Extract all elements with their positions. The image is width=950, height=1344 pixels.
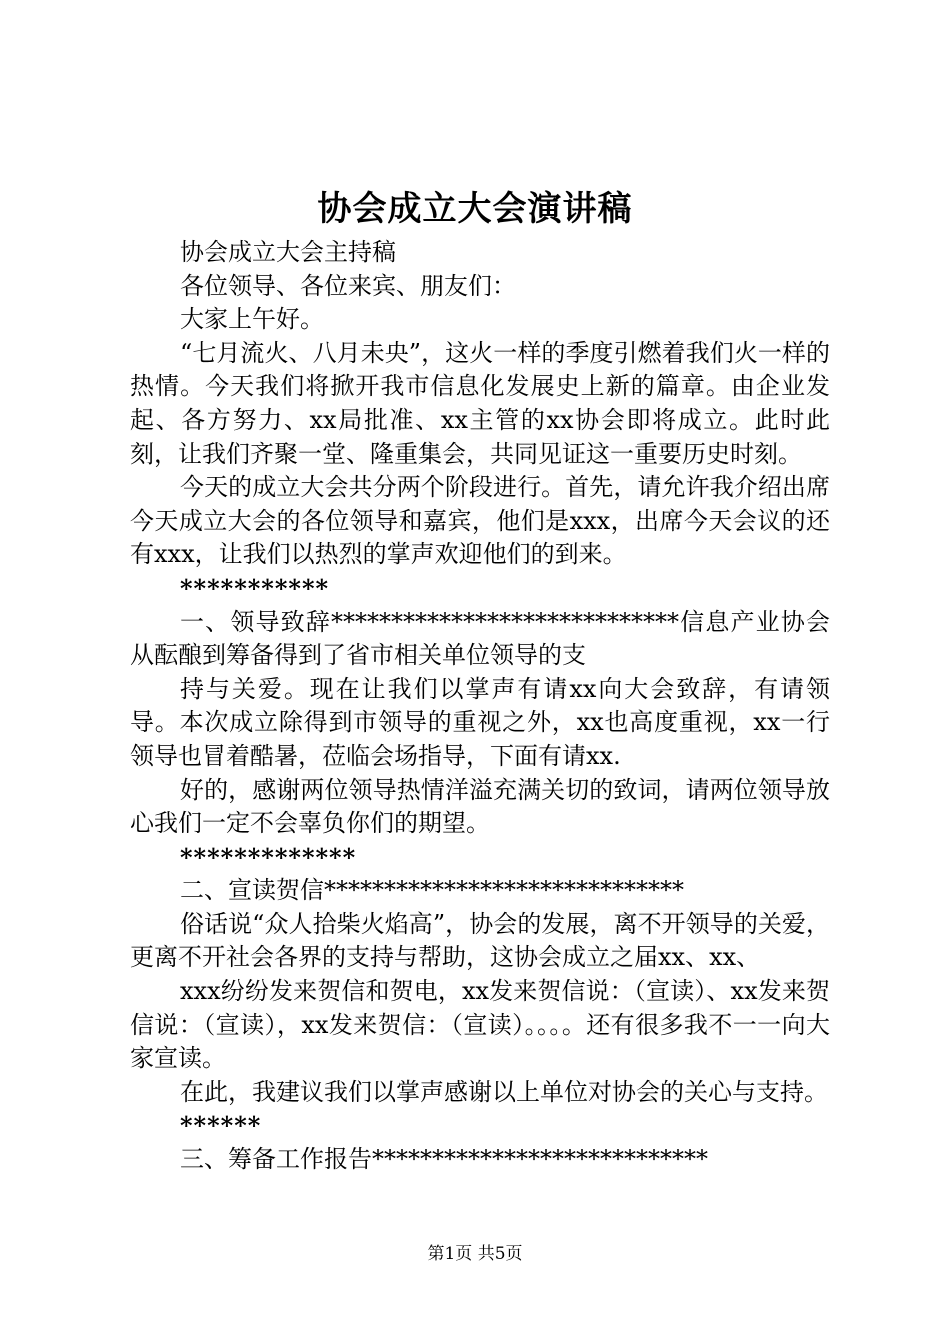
- paragraph-letters: xxx纷纷发来贺信和贺电，xx发来贺信说：（宣读）、xx发来贺信说：（宣读），xx发来贺信：（宣读）。。。。还有很多我不一一向大家宣读。: [130, 977, 830, 1073]
- separator-stars-2: *************: [180, 842, 357, 872]
- page-number-footer: 第1页 共5页: [427, 1244, 523, 1264]
- separator-stars-1: ***********: [180, 573, 330, 603]
- paragraph-stages: 今天的成立大会共分两个阶段进行。首先，请允许我介绍出席今天成立大会的各位领导和嘉宾，他们是xxx，出席今天会议的还有xxx，让我们以热烈的掌声欢迎他们的到来。: [130, 473, 830, 569]
- section-two-heading: 二、宣读贺信******************************: [180, 876, 684, 905]
- paragraph-intro: “七月流火、八月未央”，这火一样的季度引燃着我们火一样的热情。今天我们将掀开我市信息化发展史上新的篇章。由企业发起、各方努力、xx局批准、xx主管的xx协会即将成立。此时此刻，让我们齐聚一堂、隆重集会，共同见证这一重要历史时刻。: [130, 338, 830, 468]
- paragraph-thanks: 好的，感谢两位领导热情洋溢充满关切的致词，请两位领导放心我们一定不会辜负你们的期望。: [130, 775, 830, 838]
- document-title: 协会成立大会演讲稿: [317, 189, 633, 229]
- document-body: [130, 236, 830, 1177]
- section-three-heading: 三、筹备工作报告****************************: [180, 1145, 708, 1174]
- paragraph-morning: 大家上午好。: [180, 305, 324, 334]
- paragraph-greeting: 各位领导、各位来宾、朋友们：: [180, 271, 516, 300]
- paragraph-proverb: 俗话说“众人拾柴火焰高”，协会的发展，离不开领导的关爱，更离不开社会各界的支持与帮助，这协会成立之届xx、xx、: [130, 909, 830, 972]
- separator-stars-3: ******: [180, 1111, 262, 1141]
- section-one-heading: 一、领导致辞*****************************信息产业协会从酝酿到筹备得到了省市相关单位领导的支: [130, 607, 830, 670]
- paragraph-heading: 协会成立大会主持稿: [180, 238, 396, 266]
- paragraph-leader-speech: 持与关爱。现在让我们以掌声有请xx向大会致辞，有请领导。本次成立除得到市领导的重视之外，xx也高度重视，xx一行领导也冒着酷暑，莅临会场指导，下面有请xx.: [130, 674, 830, 770]
- paragraph-applause: 在此，我建议我们以掌声感谢以上单位对协会的关心与支持。: [180, 1077, 828, 1106]
